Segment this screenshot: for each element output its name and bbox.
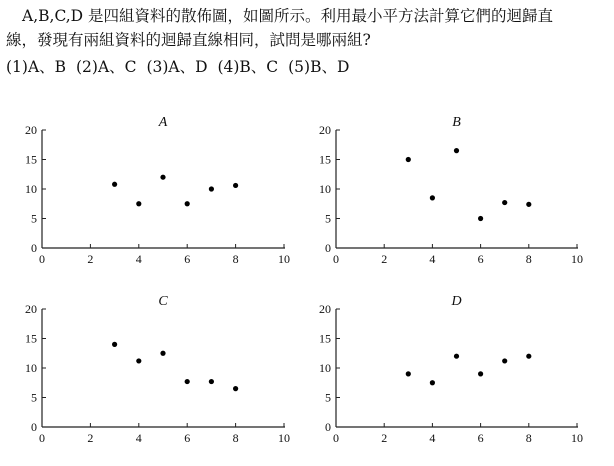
data-point-b-2 (454, 148, 459, 153)
data-point-c-1 (136, 358, 141, 363)
data-point-a-0 (112, 182, 117, 187)
panel-title-b: B (452, 115, 461, 130)
x-tick-label-b-1: 2 (381, 252, 388, 266)
y-tick-label-b-2: 10 (319, 182, 331, 196)
y-tick-label-d-1: 5 (325, 390, 331, 405)
x-tick-label-d-2: 4 (429, 431, 436, 445)
data-point-c-5 (233, 386, 238, 391)
data-point-a-1 (136, 201, 141, 206)
x-tick-label-a-1: 2 (87, 252, 94, 266)
x-tick-label-d-1: 2 (381, 431, 388, 445)
data-point-a-2 (160, 175, 165, 180)
y-tick-label-a-4: 20 (25, 123, 37, 137)
x-tick-label-d-5: 10 (571, 431, 583, 445)
x-tick-label-a-0: 0 (39, 252, 45, 266)
y-tick-label-d-2: 10 (319, 361, 331, 375)
y-tick-label-a-1: 5 (31, 211, 37, 226)
x-tick-label-c-1: 2 (87, 431, 94, 445)
x-tick-label-a-2: 4 (135, 252, 142, 266)
data-point-a-5 (233, 183, 238, 188)
data-point-a-3 (185, 201, 190, 206)
x-tick-label-d-4: 8 (525, 431, 532, 445)
data-point-d-2 (454, 354, 459, 359)
x-tick-label-b-4: 8 (525, 252, 532, 266)
y-tick-label-b-1: 5 (325, 211, 331, 226)
option-2[interactable]: (2)A、C (75, 58, 137, 76)
option-3[interactable]: (3)A、D (146, 58, 208, 76)
y-tick-label-a-2: 10 (25, 182, 37, 196)
question-line-2: 線，發現有兩組資料的迴歸直線相同，試問是哪兩組? (6, 31, 371, 49)
data-point-d-4 (502, 358, 507, 363)
x-tick-label-c-5: 10 (278, 431, 290, 445)
data-point-c-4 (209, 379, 214, 384)
y-tick-label-b-0: 0 (325, 241, 331, 255)
y-tick-label-c-0: 0 (31, 420, 37, 434)
y-tick-label-d-0: 0 (325, 420, 331, 434)
x-tick-label-a-3: 6 (184, 252, 191, 266)
option-1[interactable]: (1)A、B (6, 58, 67, 76)
y-tick-label-b-4: 20 (319, 123, 331, 137)
x-tick-label-c-2: 4 (135, 431, 142, 445)
data-point-b-5 (526, 202, 531, 207)
x-tick-label-a-4: 8 (232, 252, 239, 266)
x-tick-label-b-5: 10 (571, 252, 583, 266)
x-tick-label-b-0: 0 (333, 252, 339, 266)
x-tick-label-d-3: 6 (477, 431, 484, 445)
option-5[interactable]: (5)B、D (288, 58, 350, 76)
option-4[interactable]: (4)B、C (217, 58, 279, 76)
x-tick-label-c-3: 6 (184, 431, 191, 445)
y-tick-label-c-4: 20 (25, 302, 37, 316)
panel-title-c: C (158, 294, 168, 309)
data-point-d-5 (526, 354, 531, 359)
data-point-d-1 (430, 380, 435, 385)
data-point-c-0 (112, 342, 117, 347)
x-tick-label-c-4: 8 (232, 431, 239, 445)
x-tick-label-a-5: 10 (278, 252, 290, 266)
data-point-b-1 (430, 195, 435, 200)
data-point-d-3 (478, 371, 483, 376)
y-tick-label-d-3: 15 (319, 331, 331, 346)
y-tick-label-d-4: 20 (319, 302, 331, 316)
data-point-b-3 (478, 216, 483, 221)
y-tick-label-a-3: 15 (25, 152, 37, 167)
data-point-d-0 (406, 371, 411, 376)
data-point-c-2 (160, 351, 165, 356)
y-tick-label-c-3: 15 (25, 331, 37, 346)
data-point-b-4 (502, 200, 507, 205)
x-tick-label-b-3: 6 (477, 252, 484, 266)
x-tick-label-b-2: 4 (429, 252, 436, 266)
y-tick-label-b-3: 15 (319, 152, 331, 167)
data-point-c-3 (185, 379, 190, 384)
y-tick-label-c-1: 5 (31, 390, 37, 405)
x-tick-label-d-0: 0 (333, 431, 339, 445)
panel-title-a: A (158, 115, 168, 130)
data-point-a-4 (209, 186, 214, 191)
x-tick-label-c-0: 0 (39, 431, 45, 445)
question-line-1: A,B,C,D 是四組資料的散佈圖，如圖所示。利用最小平方法計算它們的迴歸直 (22, 7, 554, 25)
y-tick-label-c-2: 10 (25, 361, 37, 375)
data-point-b-0 (406, 157, 411, 162)
y-tick-label-a-0: 0 (31, 241, 37, 255)
panel-title-d: D (451, 294, 462, 309)
